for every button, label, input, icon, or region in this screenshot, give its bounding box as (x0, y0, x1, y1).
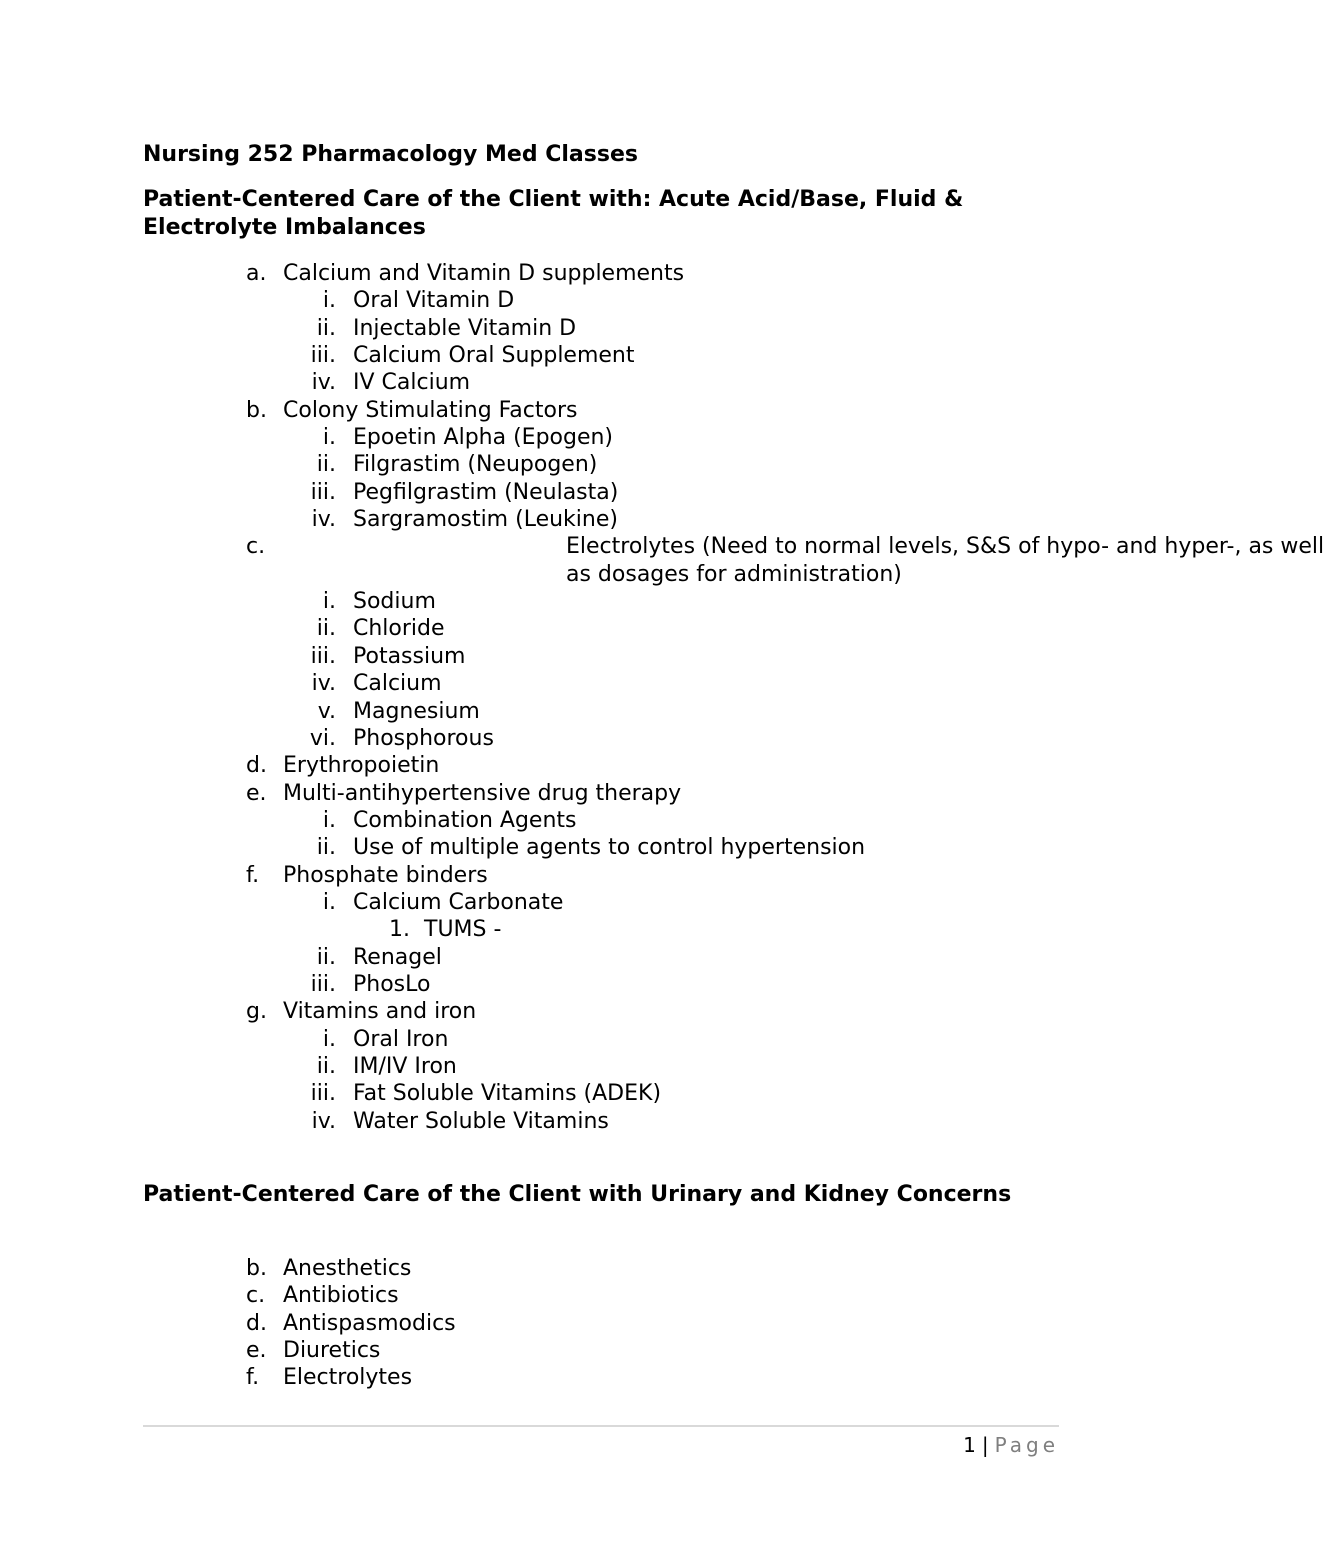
list-item-text: Colony Stimulating Factors (283, 397, 578, 423)
sub-list-item (0, 698, 1053, 725)
sub-list-item (0, 369, 1053, 396)
sub-list-item (0, 315, 1053, 342)
list-item-text: Use of multiple agents to control hypertension (353, 835, 866, 861)
list-marker: b. (246, 1256, 267, 1281)
section-heading: Patient-Centered Care of the Client with: Acute Acid/Base, Fluid & Electrolyte Imbalances (143, 187, 964, 240)
list-item-text: Antispasmodics (283, 1310, 456, 1336)
list-item-text: Magnesium (353, 698, 480, 724)
list-item-text: Anesthetics (283, 1256, 412, 1281)
list-marker: i. (322, 589, 336, 615)
list-marker: iii. (310, 1081, 336, 1107)
list-item-text: Calcium Carbonate (353, 889, 564, 915)
list-item-text: Diuretics (283, 1338, 381, 1364)
sub-list-item (0, 944, 1053, 971)
list-marker: 1. (389, 917, 410, 943)
list-item (0, 998, 1053, 1025)
list-marker: f. (246, 1365, 260, 1391)
list-marker: iii. (310, 479, 336, 505)
list-item (0, 533, 1325, 588)
list-item-text: Phosphate binders (283, 862, 488, 888)
list-item-text: Phosphorous (353, 725, 494, 751)
sub-list-item (0, 506, 1053, 533)
list-item (0, 397, 1053, 424)
list-marker: iv. (311, 370, 336, 396)
page-label: Page (994, 1433, 1059, 1457)
page-footer (963, 1432, 1059, 1458)
list-marker: ii. (316, 452, 336, 478)
sub-sub-list-item (0, 916, 1053, 943)
list-marker: iii. (310, 971, 336, 997)
list-marker: iv. (311, 671, 336, 697)
sub-list-item (0, 1053, 1053, 1080)
list-item-text: Water Soluble Vitamins (353, 1108, 609, 1134)
list-marker: ii. (316, 835, 336, 861)
list-item-text: Multi-antihypertensive drug therapy (283, 780, 682, 806)
list-marker: f. (246, 862, 260, 888)
list-marker: iv. (311, 507, 336, 533)
list-item-text: Vitamins and iron (283, 999, 477, 1025)
list-item-text: Sargramostim (Leukine) (353, 507, 618, 533)
list-item-text: PhosLo (353, 971, 431, 997)
list-item-text: Filgrastim (Neupogen) (353, 452, 598, 478)
list-item-text: Pegfilgrastim (Neulasta) (353, 479, 619, 505)
sub-list-item (0, 1080, 1053, 1107)
sub-list-item (0, 725, 1053, 752)
list-item-text: Oral Vitamin D (353, 288, 515, 314)
list-item-text: Epoetin Alpha (Epogen) (353, 425, 614, 451)
sub-list-item (0, 971, 1053, 998)
list-marker: ii. (316, 1053, 336, 1079)
list-marker: i. (322, 889, 336, 915)
list-marker: d. (246, 753, 267, 779)
list-item (0, 752, 1053, 779)
footer-separator: | (981, 1433, 989, 1457)
list-marker: ii. (316, 944, 336, 970)
list-item-text: Potassium (353, 643, 466, 669)
list-marker: d. (246, 1310, 267, 1336)
sub-list-item (0, 342, 1053, 369)
sub-list-item (0, 451, 1053, 478)
list-item (0, 780, 1053, 807)
list-item-text: Oral Iron (353, 1026, 449, 1052)
list-item-text: Chloride (353, 616, 445, 642)
list-marker: iv. (311, 1108, 336, 1134)
list-marker: e. (246, 1338, 267, 1364)
list-item-text: IM/IV Iron (353, 1053, 457, 1079)
sub-list-item (0, 643, 1053, 670)
list-marker: c. (246, 534, 266, 560)
list-item (0, 862, 1053, 889)
list-marker: iii. (310, 343, 336, 369)
page-number: 1 (963, 1433, 976, 1457)
sub-list-item (0, 424, 1053, 451)
sub-list-item (0, 670, 1053, 697)
list-item-text: Antibiotics (283, 1283, 399, 1309)
sub-list-item (0, 889, 1053, 916)
sub-list-item (0, 1108, 1053, 1135)
list-item-text: IV Calcium (353, 370, 471, 396)
list-item (0, 260, 1053, 287)
list-item-text: Calcium (353, 671, 442, 697)
footer-divider (143, 1425, 1059, 1427)
list-marker: ii. (316, 616, 336, 642)
list-marker: i. (322, 425, 336, 451)
list-item-text: Calcium Oral Supplement (353, 343, 635, 369)
list-marker: i. (322, 288, 336, 314)
list-item-text: Combination Agents (353, 807, 577, 833)
list-marker: i. (322, 1026, 336, 1052)
list-item-text: Erythropoietin (283, 753, 440, 779)
list-marker: b. (246, 397, 267, 423)
document-title: Nursing 252 Pharmacology Med Classes (143, 142, 638, 167)
sub-list-item (0, 834, 1053, 861)
list-marker: e. (246, 780, 267, 806)
list-marker: v. (317, 698, 336, 724)
section-heading: Patient-Centered Care of the Client with Urinary and Kidney Concerns (143, 1182, 1012, 1207)
list-item-text: Electrolytes (Need to normal levels, S&S of hypo- and hyper-, as well as dosages for administration) (566, 534, 1325, 587)
list-item-text: Sodium (353, 589, 436, 615)
sub-list-item (0, 615, 1053, 642)
list-item-text: Fat Soluble Vitamins (ADEK) (353, 1081, 662, 1107)
sub-list-item (0, 287, 1053, 314)
list-item-text: Renagel (353, 944, 442, 970)
list-item-text: Calcium and Vitamin D supplements (283, 261, 685, 286)
section1-list (0, 260, 1325, 1135)
sub-list-item (0, 807, 1053, 834)
list-marker: iii. (310, 643, 336, 669)
list-marker: g. (246, 999, 267, 1025)
list-item-text: Injectable Vitamin D (353, 315, 577, 341)
list-item-text: Electrolytes (283, 1365, 413, 1391)
sub-list-item (0, 479, 1053, 506)
list-marker: i. (322, 807, 336, 833)
list-marker: vi. (309, 725, 336, 751)
list-item-text: TUMS - (424, 917, 502, 943)
sub-list-item (0, 588, 1053, 615)
sub-list-item (0, 1026, 1053, 1053)
list-marker: a. (246, 261, 267, 286)
list-marker: ii. (316, 315, 336, 341)
list-marker: c. (246, 1283, 266, 1309)
